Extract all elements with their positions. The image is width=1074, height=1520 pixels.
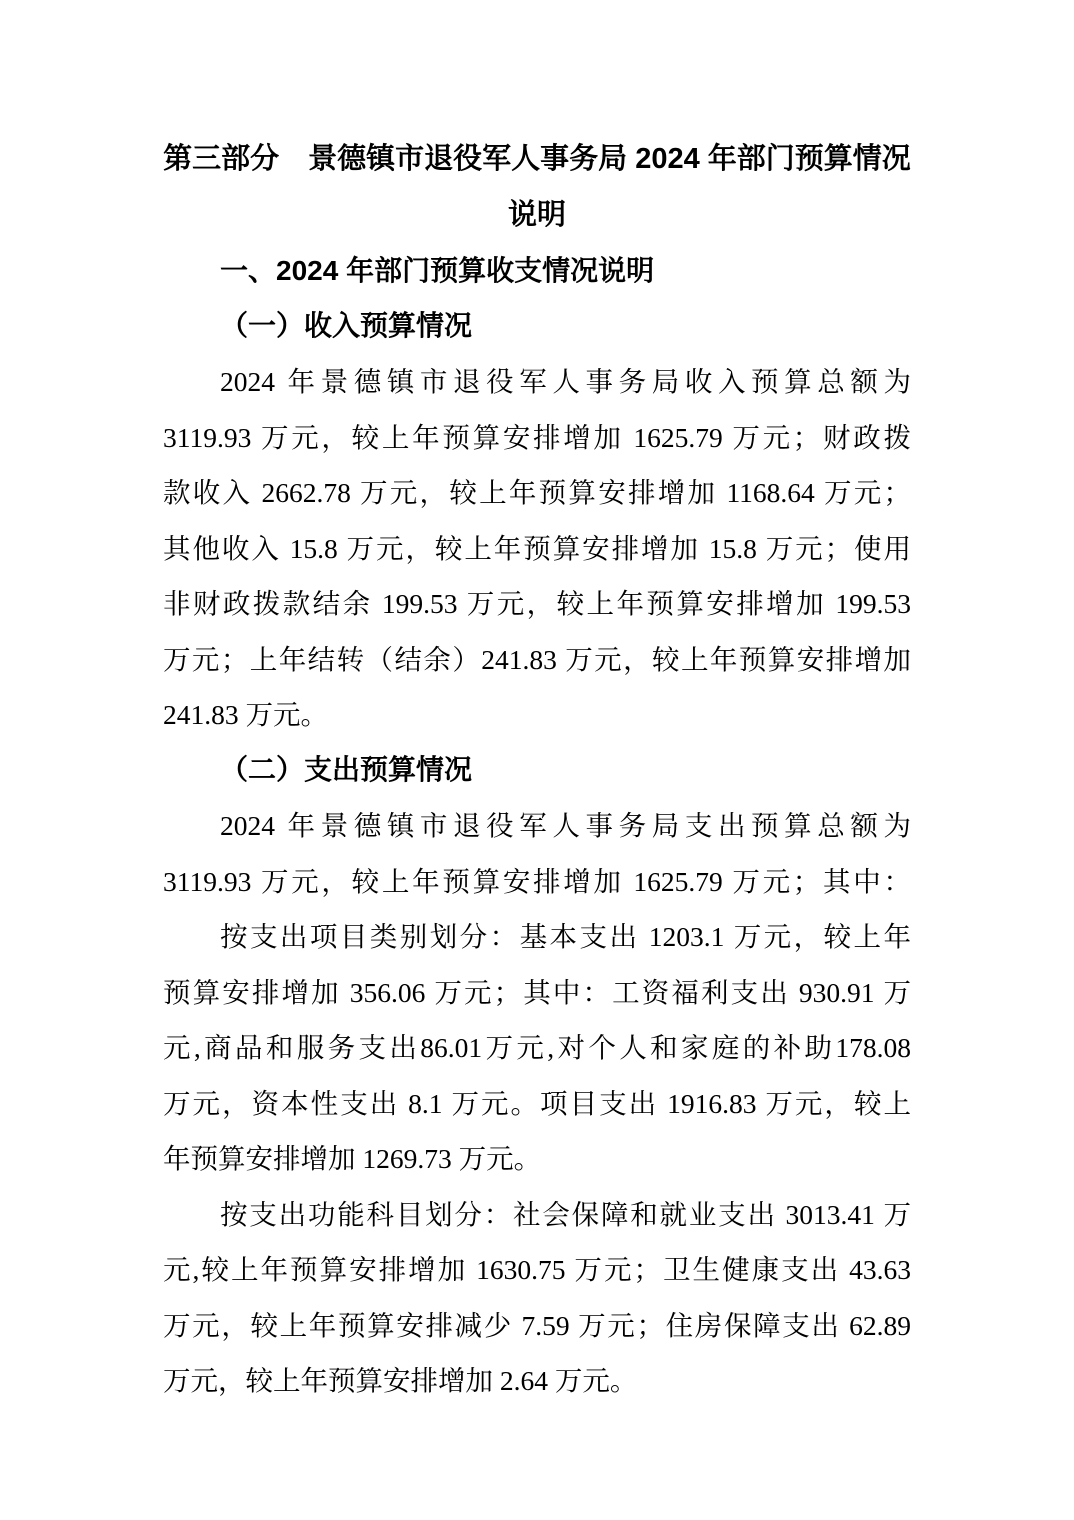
expenditure-total-line: 2024 年景德镇市退役军人事务局支出预算总额为: [220, 810, 911, 841]
expenditure-by-category-line: 年预算安排增加 1269.73 万元。: [163, 1143, 542, 1174]
expenditure-by-category-line: 按支出项目类别划分：基本支出 1203.1 万元，较上年: [220, 921, 911, 952]
income-paragraph-line: 2024 年景德镇市退役军人事务局收入预算总额为: [220, 366, 911, 397]
expenditure-by-function-line: 万元，较上年预算安排增加 2.64 万元。: [163, 1365, 638, 1396]
expenditure-by-category-line: 元,商品和服务支出86.01万元,对个人和家庭的补助178.08: [163, 1032, 911, 1063]
income-paragraph-line: 241.83 万元。: [163, 699, 328, 730]
expenditure-by-function-line: 元,较上年预算安排增加 1630.75 万元；卫生健康支出 43.63: [163, 1254, 911, 1285]
expenditure-by-category-line: 预算安排增加 356.06 万元；其中：工资福利支出 930.91 万: [163, 976, 911, 1008]
document-title-line-2: 说明: [507, 198, 566, 231]
income-paragraph-line: 非财政拨款结余 199.53 万元，较上年预算安排增加 199.53: [163, 588, 911, 619]
subsection-heading-income: （一）收入预算情况: [220, 310, 473, 342]
section-heading-budget-overview: 一、2024 年部门预算收支情况说明: [220, 255, 655, 286]
expenditure-by-category-line: 万元，资本性支出 8.1 万元。项目支出 1916.83 万元，较上: [163, 1087, 911, 1119]
income-paragraph-line: 款收入 2662.78 万元，较上年预算安排增加 1168.64 万元；: [163, 477, 911, 508]
expenditure-by-function-line: 万元，较上年预算安排减少 7.59 万元；住房保障支出 62.89: [163, 1309, 911, 1341]
income-paragraph-line: 3119.93 万元，较上年预算安排增加 1625.79 万元；财政拨: [163, 421, 911, 453]
subsection-heading-expenditure: （二）支出预算情况: [220, 754, 473, 786]
document-content: [163, 132, 911, 1409]
document-title-line-1: 第三部分 景德镇市退役军人事务局 2024 年部门预算情况: [163, 143, 911, 175]
income-paragraph-line: 万元；上年结转（结余）241.83 万元，较上年预算安排增加: [163, 643, 911, 675]
expenditure-by-function-line: 按支出功能科目划分：社会保障和就业支出 3013.41 万: [220, 1198, 911, 1230]
expenditure-total-line: 3119.93 万元，较上年预算安排增加 1625.79 万元；其中：: [163, 865, 911, 897]
income-paragraph-line: 其他收入 15.8 万元，较上年预算安排增加 15.8 万元；使用: [163, 532, 911, 564]
